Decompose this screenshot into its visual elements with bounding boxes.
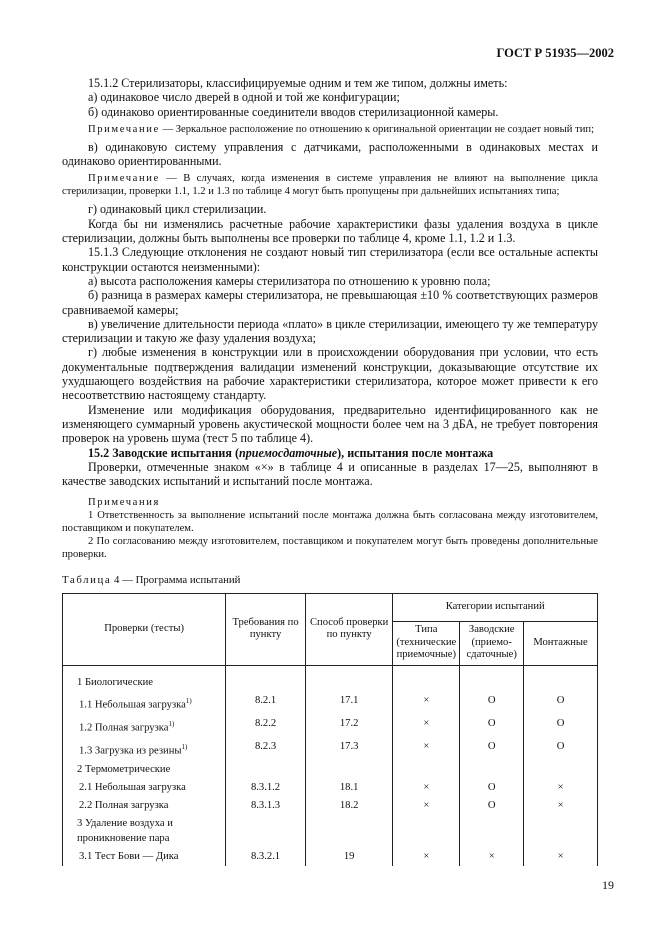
row-type-mark: × bbox=[393, 779, 460, 797]
row-type-mark: × bbox=[393, 692, 460, 715]
row-method: 17.3 bbox=[305, 738, 392, 761]
empty-cell bbox=[305, 665, 392, 692]
note-text: — Зеркальное расположение по отношению к оригинальной ориентации не создает новый тип; bbox=[159, 123, 595, 135]
test-name-text: 3.1 Тест Бови — Дика bbox=[79, 850, 179, 862]
row-requirement: 8.3.2.1 bbox=[226, 848, 306, 866]
heading-part: ), испытания после монтажа bbox=[337, 445, 494, 460]
test-name-text: 1.3 Загрузка из резины bbox=[79, 745, 182, 757]
row-test-name bbox=[63, 779, 226, 797]
item-v: в) одинаковую систему управления с датчиками, расположенными в одинаковых местах и одинаково ориентированными. bbox=[62, 139, 598, 169]
test-name-text: 1.2 Полная загрузка bbox=[79, 722, 169, 734]
deviation-b: б) разница в размерах камеры стерилизатора, не превышающая ±10 % соответствующих размеров сравниваемой камеры; bbox=[62, 288, 598, 317]
footnote-ref: 1) bbox=[181, 742, 188, 751]
footnote-ref: 1) bbox=[168, 719, 175, 728]
note-2 bbox=[62, 172, 598, 198]
empty-cell bbox=[460, 761, 524, 779]
row-method: 19 bbox=[305, 848, 392, 866]
heading-15-2 bbox=[62, 446, 598, 460]
notes-label: Примечания bbox=[88, 497, 160, 509]
item-b: б) одинаково ориентированные соединители вводов стерилизационной камеры. bbox=[88, 104, 499, 119]
table-row bbox=[63, 779, 598, 797]
empty-cell bbox=[226, 665, 306, 692]
row-type-mark: × bbox=[393, 848, 460, 866]
test-name-text: 1.1 Небольшая загрузка bbox=[79, 699, 186, 711]
table-row bbox=[63, 692, 598, 715]
row-test-name bbox=[63, 848, 226, 866]
row-type-mark: × bbox=[393, 715, 460, 738]
empty-cell bbox=[393, 761, 460, 779]
test-name-text: 2.2 Полная загрузка bbox=[79, 800, 169, 812]
paragraph-air-removal: Когда бы ни изменялись расчетные рабочие характеристики фазы удаления воздуха в цикле стерилизации, должны быть выполнены все проверки по таблице 4, кроме 1.1, 1.2 и 1.3. bbox=[62, 216, 598, 246]
test-name-text: 2.1 Небольшая загрузка bbox=[79, 781, 186, 793]
deviation-a: а) высота расположения камеры стерилизатора по отношению к уровню пола; bbox=[88, 273, 491, 288]
empty-cell bbox=[524, 815, 598, 848]
item-a: а) одинаковое число дверей в одной и той же конфигурации; bbox=[88, 90, 400, 105]
document-code: ГОСТ Р 51935—2002 bbox=[496, 46, 614, 60]
header-categories: Категории испытаний bbox=[393, 593, 598, 621]
header-type: Типа (технические приемочные) bbox=[393, 621, 460, 665]
row-method: 18.2 bbox=[305, 797, 392, 815]
table-caption bbox=[62, 573, 598, 587]
row-factory-mark: О bbox=[460, 779, 524, 797]
note-1 bbox=[62, 123, 598, 136]
page-number: 19 bbox=[602, 878, 614, 892]
empty-cell bbox=[393, 815, 460, 848]
header-checks: Проверки (тесты) bbox=[63, 593, 226, 665]
row-installation-mark: × bbox=[524, 797, 598, 815]
row-type-mark: × bbox=[393, 797, 460, 815]
row-test-name bbox=[63, 692, 226, 715]
row-test-name bbox=[63, 715, 226, 738]
test-program-table bbox=[62, 593, 598, 867]
table-row bbox=[63, 715, 598, 738]
header-method: Способ проверки по пункту bbox=[305, 593, 392, 665]
empty-cell bbox=[305, 761, 392, 779]
row-requirement: 8.3.1.2 bbox=[226, 779, 306, 797]
deviation-g: г) любые изменения в конструкции или в происхождении оборудования при условии, что есть документальные подтверждения валидации изменений конструкции, доказывающие отсутствие их ухудшающего воздействия на рабочие характеристики стерилизатора, которое может привести к его несоответствию настоящему стандарту. bbox=[62, 345, 598, 403]
row-installation-mark: О bbox=[524, 738, 598, 761]
empty-cell bbox=[393, 665, 460, 692]
table-row bbox=[63, 738, 598, 761]
empty-cell bbox=[226, 761, 306, 779]
row-method: 17.1 bbox=[305, 692, 392, 715]
empty-cell bbox=[460, 815, 524, 848]
table-body bbox=[63, 665, 598, 866]
caption-label: Таблица bbox=[62, 574, 112, 587]
table-row bbox=[63, 848, 598, 866]
paragraph-factory-tests: Проверки, отмеченные знаком «×» в таблице 4 и описанные в разделах 17—25, выполняют в качестве заводских испытаний и испытаний после монтажа. bbox=[62, 459, 598, 489]
row-factory-mark: × bbox=[460, 848, 524, 866]
notes-heading bbox=[62, 496, 598, 509]
row-requirement: 8.2.3 bbox=[226, 738, 306, 761]
item-g: г) одинаковый цикл стерилизации. bbox=[88, 202, 267, 217]
table-row bbox=[63, 797, 598, 815]
deviation-v: в) увеличение длительности периода «плато» в цикле стерилизации, имеющего ту же температуру стерилизации и такую же фазу удаления воздуха; bbox=[62, 316, 598, 346]
header-requirements: Требования по пункту bbox=[226, 593, 306, 665]
heading-italic-part: приемосдаточные bbox=[239, 445, 338, 460]
table-row bbox=[63, 761, 598, 779]
heading-part: 15.2 Заводские испытания ( bbox=[88, 445, 239, 460]
empty-cell bbox=[226, 815, 306, 848]
row-method: 18.1 bbox=[305, 779, 392, 797]
empty-cell bbox=[524, 761, 598, 779]
empty-cell bbox=[524, 665, 598, 692]
row-requirement: 8.2.2 bbox=[226, 715, 306, 738]
row-requirement: 8.3.1.3 bbox=[226, 797, 306, 815]
note-label: Примечание bbox=[88, 173, 160, 185]
row-test-name bbox=[63, 797, 226, 815]
row-installation-mark: × bbox=[524, 779, 598, 797]
row-group-name: 1 Биологические bbox=[63, 665, 226, 692]
row-factory-mark: О bbox=[460, 692, 524, 715]
header-installation: Монтажные bbox=[524, 621, 598, 665]
page-body bbox=[62, 76, 598, 866]
row-installation-mark: О bbox=[524, 715, 598, 738]
row-installation-mark: × bbox=[524, 848, 598, 866]
paragraph-15-1-3: 15.1.3 Следующие отклонения не создают новый тип стерилизатора (если все остальные аспекты конструкции остаются неизменными): bbox=[62, 245, 598, 274]
row-method: 17.2 bbox=[305, 715, 392, 738]
paragraph-15-1-2: 15.1.2 Стерилизаторы, классифицируемые одним и тем же типом, должны иметь: bbox=[88, 76, 508, 90]
header-factory: Заводские (приемо-сдаточные) bbox=[460, 621, 524, 665]
row-group-name: 3 Удаление воздуха и проникновение пара bbox=[63, 815, 226, 848]
paragraph-modification: Изменение или модификация оборудования, предварительно идентифицированного как не изменяющего суммарный уровень акустической мощности более чем на 3 дБА, не требует повторения проверок на уровень шума (тест 5 по таблице 4). bbox=[62, 402, 598, 446]
note-label: Примечание bbox=[88, 123, 160, 135]
row-factory-mark: О bbox=[460, 738, 524, 761]
table-row bbox=[63, 665, 598, 692]
row-requirement: 8.2.1 bbox=[226, 692, 306, 715]
row-factory-mark: О bbox=[460, 715, 524, 738]
row-group-name: 2 Термометрические bbox=[63, 761, 226, 779]
row-type-mark: × bbox=[393, 738, 460, 761]
row-installation-mark: О bbox=[524, 692, 598, 715]
empty-cell bbox=[460, 665, 524, 692]
note-text: — В случаях, когда изменения в системе управления не влияют на выполнение цикла стерилизации, проверки 1.1, 1.2 и 1.3 по таблице 4 могут быть пропущены при дальнейших испытаниях типа; bbox=[62, 173, 598, 198]
table-row bbox=[63, 815, 598, 848]
empty-cell bbox=[305, 815, 392, 848]
footnote-ref: 1) bbox=[185, 697, 192, 706]
row-factory-mark: О bbox=[460, 797, 524, 815]
note-3: 1 Ответственность за выполнение испытаний после монтажа должна быть согласована между изготовителем, поставщиком и покупателем. bbox=[62, 510, 598, 535]
row-test-name bbox=[63, 738, 226, 761]
caption-text: 4 — Программа испытаний bbox=[111, 574, 241, 587]
note-4: 2 По согласованию между изготовителем, поставщиком и покупателем могут быть проведены дополнительные проверки. bbox=[62, 536, 598, 561]
